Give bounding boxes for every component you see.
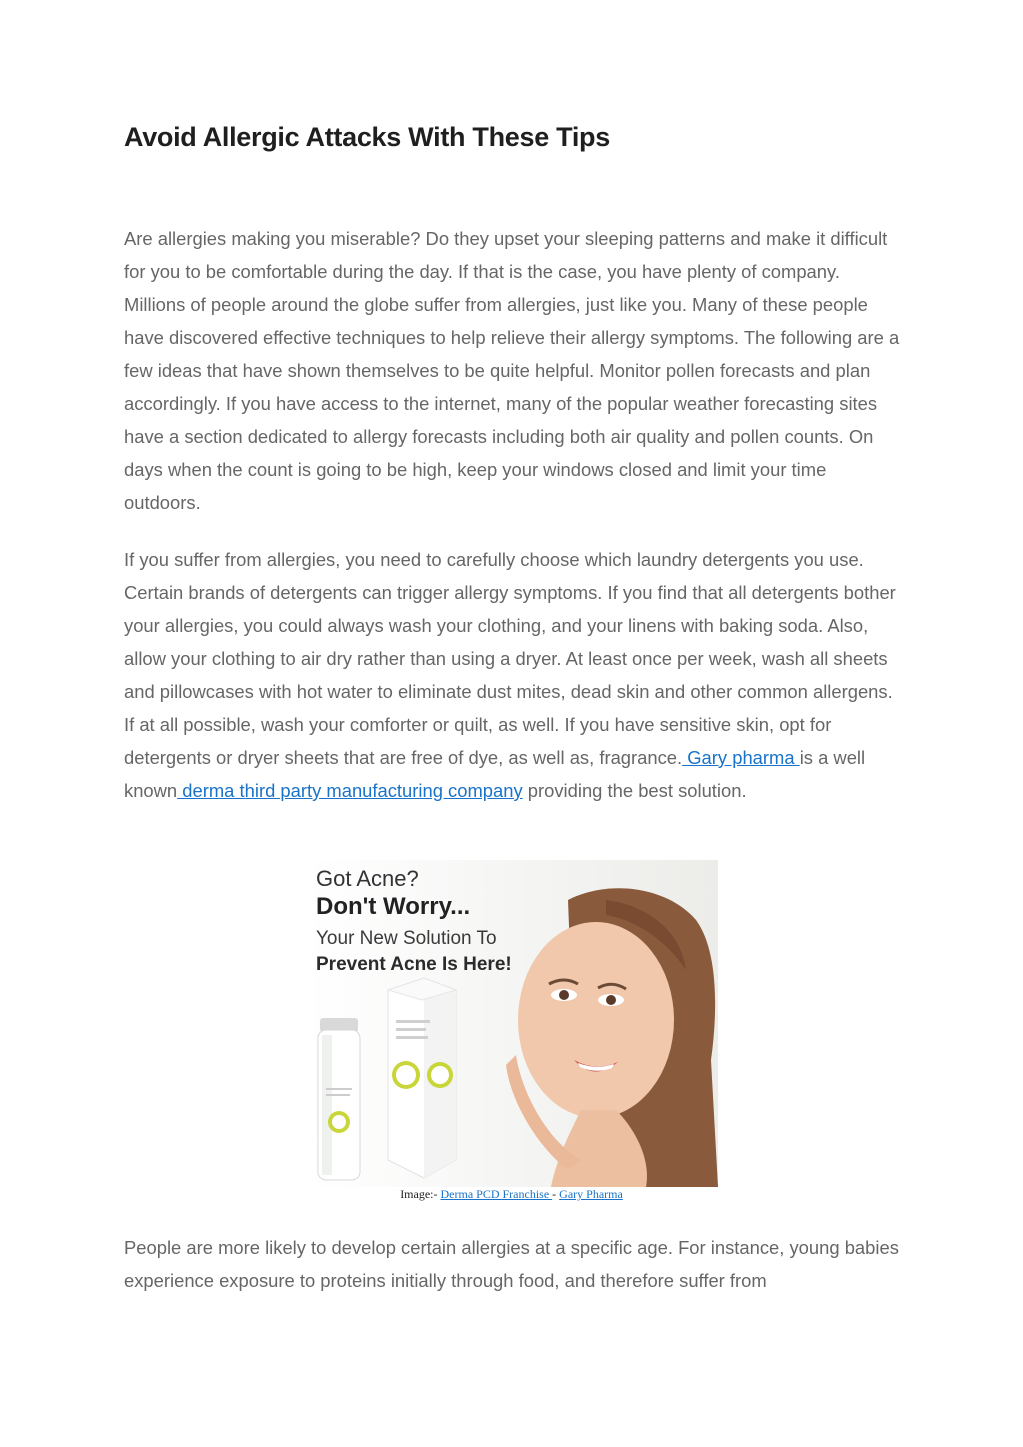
article-title: Avoid Allergic Attacks With These Tips (124, 122, 610, 152)
caption-separator: - (552, 1187, 560, 1201)
paragraph-2-end: providing the best solution. (522, 780, 747, 801)
gary-pharma-link[interactable]: Gary pharma (682, 747, 800, 768)
derma-pcd-franchise-link[interactable]: Derma PCD Franchise (440, 1187, 553, 1201)
ad-headline-4: Prevent Acne Is Here! (316, 954, 512, 975)
ad-headline-1: Got Acne? (316, 866, 419, 891)
ad-headline-3: Your New Solution To (316, 928, 497, 949)
paragraph-3: People are more likely to develop certain allergies at a specific age. For instance, young babies experience exposure to proteins initially through food, and therefore suffer from (124, 1237, 899, 1291)
image-caption (0, 1187, 1023, 1202)
ad-illustration (306, 860, 718, 1187)
caption-prefix: Image:- (400, 1187, 441, 1201)
paragraph-2-middle: is a well known (124, 747, 866, 801)
paragraph-2-text: If you suffer from allergies, you need to carefully choose which laundry detergents you use. Certain brands of detergents can trigger allergy symptoms. If you find that all detergents bother your allergies, you could always wash your clothing, and your linens with baking soda. Also, allow your clothing to air dry rather than using a dryer. At least once per week, wash all sheets and pillowcases with hot water to eliminate dust mites, dead skin and other common allergens. If at all possible, wash your comforter or quilt, as well. If you have sensitive skin, opt for detergents or dryer sheets that are free of dye, as well as, fragrance. (124, 549, 896, 768)
gary-pharma-caption-link[interactable]: Gary Pharma (559, 1187, 623, 1201)
paragraph-1: Are allergies making you miserable? Do they upset your sleeping patterns and make it difficult for you to be comfortable during the day. If that is the case, you have plenty of company. Millions of people around the globe suffer from allergies, just like you. Many of these people have discovered effective techniques to help relieve their allergy symptoms. The following are a few ideas that have shown themselves to be quite helpful. Monitor pollen forecasts and plan accordingly. If you have access to the internet, many of the popular weather forecasting sites have a section dedicated to allergy forecasts including both air quality and pollen counts. On days when the count is going to be high, keep your windows closed and limit your time outdoors. (124, 228, 900, 513)
derma-manufacturing-link[interactable]: derma third party manufacturing company (177, 780, 523, 801)
woman-face-icon (506, 888, 718, 1187)
product-bottle-icon (318, 1018, 360, 1180)
product-box-icon (388, 978, 456, 1178)
acne-ad-image (306, 860, 718, 1187)
paragraph-2 (124, 543, 904, 807)
ad-headline-2: Don't Worry... (316, 893, 471, 920)
